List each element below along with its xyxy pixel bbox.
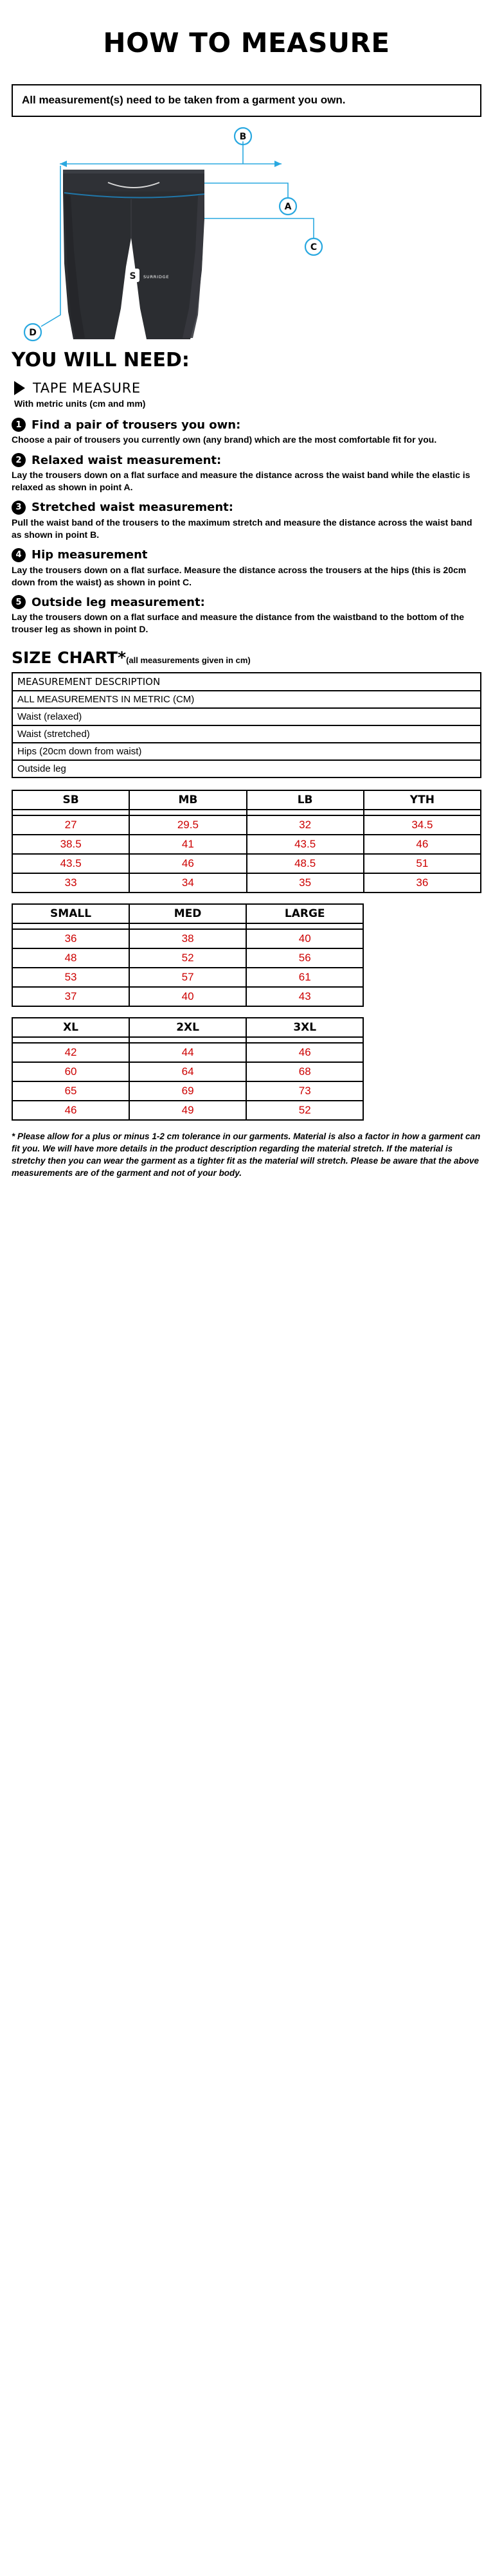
cell: 40 — [129, 987, 246, 1006]
table-row — [12, 673, 481, 691]
measurement-row-hips: Hips (20cm down from waist) — [12, 743, 481, 760]
step-5-head — [12, 595, 481, 609]
tape-measure-sublabel: With metric units (cm and mm) — [14, 398, 146, 409]
measurement-row-waist-relaxed: Waist (relaxed) — [12, 708, 481, 725]
col-header-large: LARGE — [246, 904, 363, 923]
col-header-small: SMALL — [12, 904, 129, 923]
you-will-need-heading: YOU WILL NEED: — [12, 349, 190, 372]
cell: 46 — [246, 1043, 363, 1062]
cell: 34 — [129, 873, 246, 893]
tape-measure-row — [14, 380, 481, 396]
table-row — [12, 987, 363, 1006]
step-2-head — [12, 453, 481, 467]
step-4-body: Lay the trousers down on a flat surface. Measure the distance across the trousers at the hips (this is 20cm down from the waist) as shown in point C. — [12, 564, 467, 587]
size-chart-heading-main: SIZE CHART* — [12, 648, 127, 668]
table-row — [12, 854, 481, 873]
col-header-yth: YTH — [364, 790, 481, 810]
col-header-2xl: 2XL — [129, 1018, 246, 1037]
footnote: * Please allow for a plus or minus 1-2 cm tolerance in our garments. Material is also a factor in how a garment can fit you. We will have more details in the product description regarding the material stretch. If the material is stretchy then you can wear the garment as a tighter fit as the material will stretch. Please be aware that the above measurements are of the garment and not of your body. — [12, 1132, 481, 1178]
table-row — [12, 1037, 363, 1043]
step-5 — [12, 595, 481, 635]
svg-text:B: B — [239, 132, 247, 143]
cell: 46 — [12, 1101, 129, 1120]
col-header-3xl: 3XL — [246, 1018, 363, 1037]
cell: 37 — [12, 987, 129, 1006]
cell: 38.5 — [12, 835, 129, 854]
cell: 68 — [246, 1062, 363, 1081]
cell: 36 — [12, 929, 129, 948]
step-1-head — [12, 418, 481, 432]
cell: 42 — [12, 1043, 129, 1062]
col-header-mb: MB — [129, 790, 246, 810]
intro-box — [12, 84, 481, 117]
step-2-number: 2 — [12, 453, 26, 467]
step-4 — [12, 548, 481, 589]
step-5-body: Lay the trousers down on a flat surface and measure the distance from the waistband to the bottom of the trouser leg as shown in point D. — [12, 612, 464, 635]
step-5-title: Outside leg measurement: — [31, 595, 205, 609]
measurement-description-table — [12, 672, 481, 778]
table-row — [12, 691, 481, 708]
table-row — [12, 1081, 363, 1101]
col-header-lb: LB — [247, 790, 364, 810]
table-row — [12, 810, 481, 815]
cell: 48 — [12, 948, 129, 968]
cell: 73 — [246, 1081, 363, 1101]
cell: 33 — [12, 873, 129, 893]
step-2-body: Lay the trousers down on a flat surface and measure the distance across the waist band while the elastic is relaxed as shown in point A. — [12, 470, 471, 492]
cell: 64 — [129, 1062, 246, 1081]
metric-header: ALL MEASUREMENTS IN METRIC (CM) — [12, 691, 481, 708]
table-row — [12, 790, 481, 810]
size-table-extra-large — [12, 1017, 364, 1121]
trouser-measurement-diagram — [12, 122, 481, 344]
cell: 38 — [129, 929, 246, 948]
cell: 49 — [129, 1101, 246, 1120]
measurement-row-waist-stretched: Waist (stretched) — [12, 725, 481, 743]
step-4-number: 4 — [12, 548, 26, 562]
measurement-description-header: MEASUREMENT DESCRIPTION — [12, 673, 481, 691]
size-chart-heading — [12, 648, 481, 667]
how-to-measure-page — [0, 18, 493, 1191]
table-row — [12, 1062, 363, 1081]
cell: 69 — [129, 1081, 246, 1101]
cell: 52 — [246, 1101, 363, 1120]
cell: 56 — [246, 948, 363, 968]
step-3-body: Pull the waist band of the trousers to the maximum stretch and measure the distance across the waist band as shown in point B. — [12, 517, 472, 540]
table-row — [12, 873, 481, 893]
col-header-med: MED — [129, 904, 246, 923]
table-row — [12, 760, 481, 777]
cell: 43 — [246, 987, 363, 1006]
table-row — [12, 948, 363, 968]
page-title: HOW TO MEASURE — [103, 27, 390, 59]
cell: 57 — [129, 968, 246, 987]
step-1-body: Choose a pair of trousers you currently own (any brand) which are the most comfortable fit for you. — [12, 434, 437, 445]
cell: 48.5 — [247, 854, 364, 873]
step-3-head — [12, 501, 481, 515]
table-row — [12, 743, 481, 760]
step-3 — [12, 501, 481, 541]
col-header-xl: XL — [12, 1018, 129, 1037]
step-3-title: Stretched waist measurement: — [31, 501, 233, 515]
size-chart-heading-note: (all measurements given in cm) — [126, 655, 251, 666]
cell: 34.5 — [364, 815, 481, 835]
cell: 53 — [12, 968, 129, 987]
table-row — [12, 929, 363, 948]
svg-text:C: C — [310, 242, 318, 253]
table-row — [12, 968, 363, 987]
table-row — [12, 1018, 363, 1037]
cell: 35 — [247, 873, 364, 893]
step-2-title: Relaxed waist measurement: — [31, 453, 222, 467]
step-1 — [12, 418, 481, 446]
table-row — [12, 815, 481, 835]
cell: 40 — [246, 929, 363, 948]
svg-text:S: S — [129, 271, 136, 282]
step-4-head — [12, 548, 481, 562]
cell: 43.5 — [12, 854, 129, 873]
size-table-junior — [12, 790, 481, 893]
table-row — [12, 725, 481, 743]
cell: 65 — [12, 1081, 129, 1101]
cell: 32 — [247, 815, 364, 835]
svg-text:A: A — [284, 202, 292, 213]
table-row — [12, 835, 481, 854]
table-row — [12, 904, 363, 923]
cell: 60 — [12, 1062, 129, 1081]
table-row — [12, 923, 363, 929]
svg-text:D: D — [29, 328, 37, 339]
step-1-title: Find a pair of trousers you own: — [31, 418, 241, 432]
cell: 46 — [129, 854, 246, 873]
cell: 46 — [364, 835, 481, 854]
triangle-bullet-icon — [14, 381, 25, 395]
cell: 27 — [12, 815, 129, 835]
step-4-title: Hip measurement — [31, 548, 148, 562]
table-row — [12, 1043, 363, 1062]
cell: 52 — [129, 948, 246, 968]
cell: 36 — [364, 873, 481, 893]
cell: 43.5 — [247, 835, 364, 854]
tape-measure-label: TAPE MEASURE — [33, 380, 141, 396]
cell: 51 — [364, 854, 481, 873]
measurement-row-outside-leg: Outside leg — [12, 760, 481, 777]
intro-text: All measurement(s) need to be taken from a garment you own. — [22, 94, 346, 107]
step-2 — [12, 453, 481, 493]
table-row — [12, 1101, 363, 1120]
size-table-adult — [12, 903, 364, 1007]
step-1-number: 1 — [12, 418, 26, 432]
cell: 41 — [129, 835, 246, 854]
step-3-number: 3 — [12, 501, 26, 515]
cell: 29.5 — [129, 815, 246, 835]
step-5-number: 5 — [12, 595, 26, 609]
cell: 44 — [129, 1043, 246, 1062]
table-row — [12, 708, 481, 725]
col-header-sb: SB — [12, 790, 129, 810]
svg-text:SURRIDGE: SURRIDGE — [143, 274, 170, 280]
cell: 61 — [246, 968, 363, 987]
